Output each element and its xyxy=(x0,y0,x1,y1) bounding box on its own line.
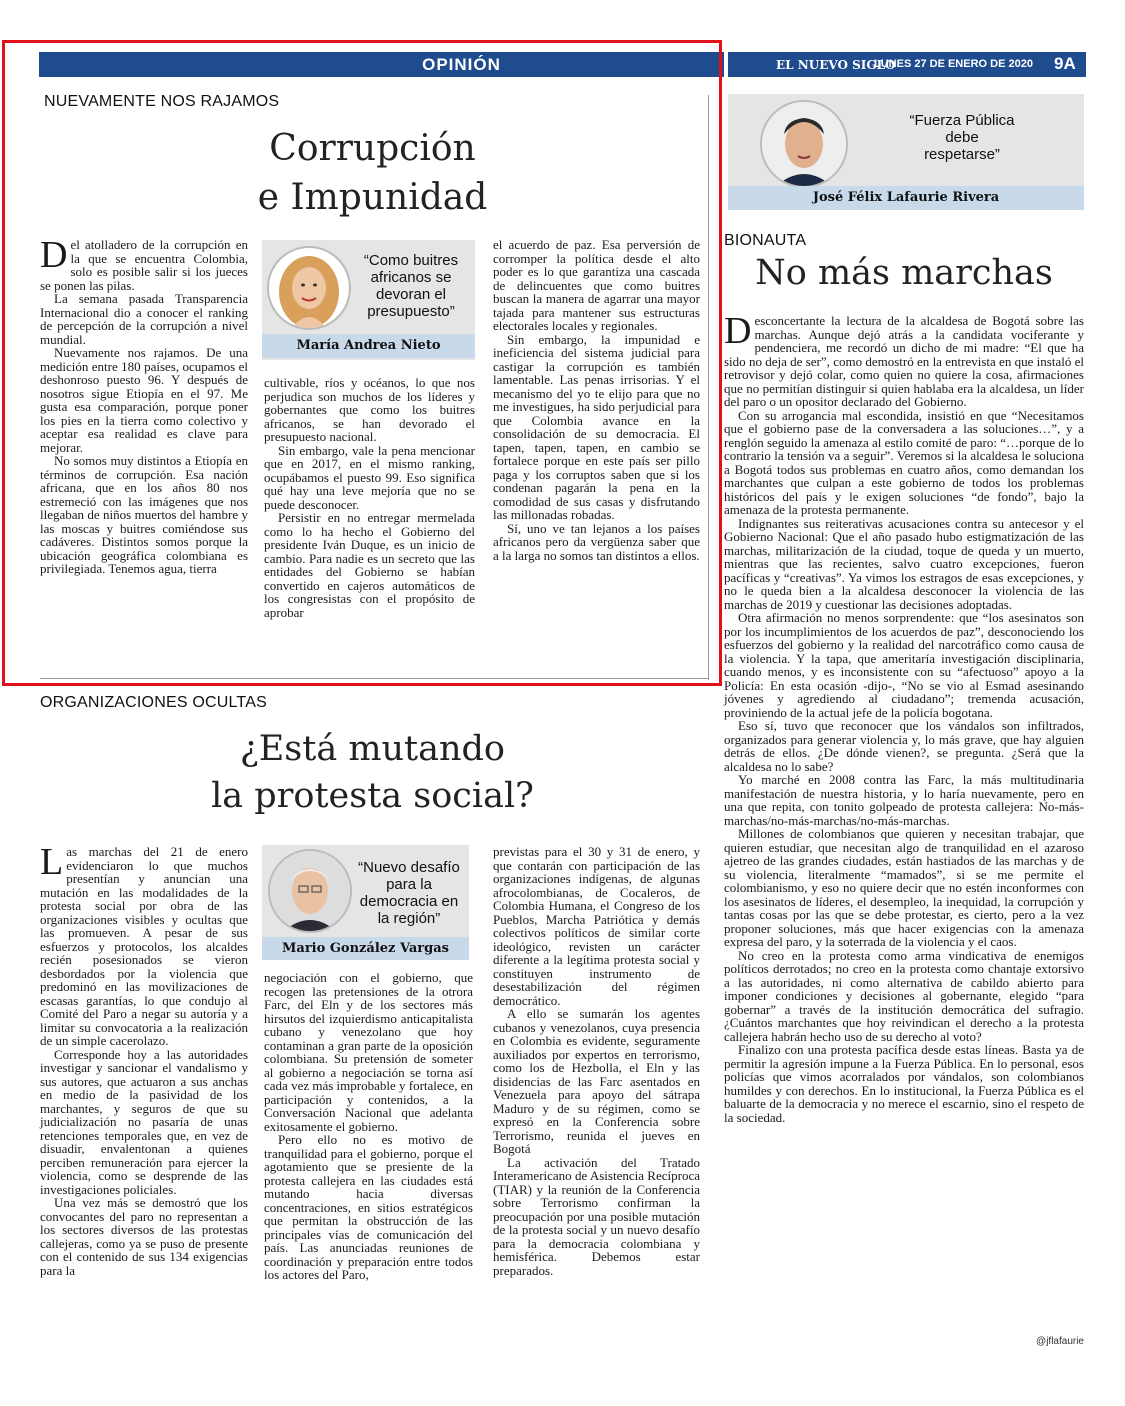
article1-paragraph: el atolladero de la corrupción en la que se encuentra Colombia, solo es posible salir si los jueces se ponen las pilas. xyxy=(40,237,248,293)
article1-paragraph: el acuerdo de paz. Esa perversión de corromper la política desde el alto poder es lo que garantiza una cascada de delincuentes que como buitres buscan la manera de agarrar una mayor tajada para mantener sus estructuras electorales locales y regionales. xyxy=(493,237,700,333)
article1-paragraph: No somos muy distintos a Etiopía en términos de corrupción. Esa nación africana, que en los años 80 nos estremeció con las imágenes que nos llegaban de niños muertos del hambre y las moscas y buitres comiéndose sus cadáveres. Distintos somos porque la ubicación geográfica colombiana es privilegiada. Tenemos agua, tierra xyxy=(40,453,248,576)
article-separator xyxy=(40,678,708,679)
article1-paragraph: Persistir en no entregar mermelada como lo ha hecho el Gobierno del presidente Iván Duque, es un inicio de cambio. Para nadie es un secreto que las entidades del Gobierno se habían convertido en cajeros automáticos de los congresistas con el propósito de aprobar xyxy=(264,510,475,620)
article3-paragraph: Millones de colombianos que quieren y necesitan trabajar, que quieren estudiar, que necesitan algo de tranquilidad en el azaroso ajetreo de las grandes ciudades, están hastiados de las marchas y de su violencia, literalmente “mamados”, si se me permite el colombianismo, y eso no quiere decir que no estén inconformes con los asesinatos de líderes, el desempleo, la inequidad, la corrupción y tantas cosas por las que se debe protestar, es cierto, pero a la vez proponer soluciones, más que hacer exigencias con la amenaza expresa del paro, y la soterrada de la violencia y el caos. xyxy=(724,826,1084,949)
author-social-handle: @jflafaurie xyxy=(1036,1336,1084,1347)
author-photo xyxy=(760,100,848,188)
article3-author-box xyxy=(728,94,1084,210)
article1-kicker: NUEVAMENTE NOS RAJAMOS xyxy=(44,93,280,110)
article3-paragraph: Con su arrogancia mal escondida, insistió en que “Necesitamos que el gobierno pase de la conversadera a las soluciones…”, y a renglón seguido la amenaza al estilo comité de paro: “…porque de lo contrario la tensión va a seguir”. Veremos si la alcaldesa le soluciona a Bogotá todos sus problemas en cuatro años, como demandan los marchantes que culpan a este gobierno de todos los problemas históricos del país y le exigen soluciones “de fondo”, bajo la amenaza de la protesta permanente. xyxy=(724,407,1084,517)
article1-paragraph: Sin embargo, la impunidad e ineficiencia del sistema judicial para castigar la corrupción es también lamentable. Las penas irrisorias. Y el mecanismo del yo te elijo para que no me investigues, ha sido perjudicial para que Colombia avance en la consolidación de su democracia. El tapen, tapen, tapen, en cambio se fortalece porque en este país ser pillo paga y los corruptos saben que si los condenan pagarán la pena en la comodidad de sus casas y disfrutando las millonadas robadas. xyxy=(493,331,700,522)
article1-divider xyxy=(708,95,709,680)
page-number: 9A xyxy=(1054,54,1076,73)
article1-author-box xyxy=(262,240,475,360)
article2-title-line1: ¿Está mutando xyxy=(239,729,505,769)
article3-paragraph: No creo en la protesta como arma vindicativa de enemigos políticos derrotados; no creo en la protesta como chantaje extorsivo a las autoridades, ni como alternativa de cabildo abierto para imponer condiciones y decisiones al gobernante, elegido “para gobernar” a través de la institución democrática del sufragio. ¿Cuántos marchantes que hoy reivindican el derecho a la protesta callejera habrán hecho uso de su derecho al voto? xyxy=(724,947,1084,1044)
article1-paragraph: Sin embargo, vale la pena mencionar que en 2017, en el mismo ranking, ocupábamos el puesto 99. Eso significa qué hay una leve mejoría que no se puede desconocer. xyxy=(264,442,475,512)
masthead-bar xyxy=(728,52,1086,77)
article1-column-3 xyxy=(493,238,700,668)
article2-paragraph: Una vez más se demostró que los convocantes del paro no representan a los sectores diversos de las protestas callejeras, como ya se puso de presente con el contenido de sus 134 exigencias para la xyxy=(40,1195,248,1278)
article2-column-1 xyxy=(40,841,248,1355)
issue-date: LUNES 27 DE ENERO DE 2020 xyxy=(874,58,1033,70)
article1-column-2 xyxy=(264,376,475,666)
article1-title xyxy=(40,125,705,222)
article2-paragraph: negociación con el gobierno, que recogen las pretensiones de la otrora Farc, del Eln y de los sectores más hirsutos del izquierdismo anticapitalista cubano y venezolano que hoy contaminan a gran parte de la oposición colombiana. Su pretensión de someter al gobierno a negociación se torna así cada vez más improbable y fortalece, en participación y contenidos, a la Conversación Nacional que adelanta exitosamente el gobierno. xyxy=(264,970,473,1134)
section-label: OPINIÓN xyxy=(422,55,501,74)
article1-paragraph: Sí, uno ve tan lejanos a los países africanos pero da vergüenza saber que a la larga no somos tan distintos a ellos. xyxy=(493,520,700,563)
article2-paragraph: Pero ello no es motivo de tranquilidad para el gobierno, porque el agotamiento que se presiente de la protesta callejera en las ciudades está mutando hacia diversas concentraciones, en sitios estratégicos que permitan la obstrucción de las principales vías de comunicación del país. Las anunciadas reuniones de coordinación y preparación entre todos los actores del Paro, xyxy=(264,1132,473,1282)
article2-dropcap: L xyxy=(40,841,64,883)
article3-paragraph: Yo marché en 2008 contra las Farc, la más multitudinaria manifestación de nuestra historia, y lo haría nuevamente, pero en una que repita, con tonito golpeado de protesta callejera: No-más-marchas/no-más-marchas/no-más-marchas. xyxy=(724,772,1084,828)
article3-kicker: BIONAUTA xyxy=(724,232,807,249)
author-photo xyxy=(267,246,351,330)
article1-author-name: María Andrea Nieto xyxy=(262,334,475,358)
paper-name: EL NUEVO SIGLO xyxy=(776,58,896,72)
article2-author-name: Mario González Vargas xyxy=(262,937,469,960)
article3-paragraph: Finalizo con una protesta pacífica desde estas líneas. Basta ya de permitir la agresión impune a la Fuerza Pública. En lo personal, esos policías que vimos acorralados por vándalos, son colombianos humildes y con derechos. En lo institucional, la Fuerza Pública es el baluarte de la democracia y no merece el escarnio, sino el respeto de la sociedad. xyxy=(724,1042,1084,1125)
article3-pull-quote: “Fuerza Pública debe respetarse” xyxy=(909,112,1015,163)
author-photo xyxy=(268,849,352,933)
article2-paragraph: Corresponde hoy a las autoridades investigar y sancionar el vandalismo y sus autores, que actuaron a sus anchas en medio de la pasividad de los marchantes, y seguros de que su judicialización no pasaría de unas retenciones temporales que, en vez de disuadir, envalentonan a quienes perciben remuneración para ejercer la violencia, como se desprende de las investigaciones policiales. xyxy=(40,1046,248,1197)
article2-paragraph: as marchas del 21 de enero evidenciaron lo que muchos presentían y anuncian una mutación en las modalidades de la protesta social por obra de las organizaciones visibles y ocultas que las promueven. A pesar de sus esfuerzos y protocolos, los alcaldes recién posesionados se vieron desbordados por la violencia que predominó en las movilizaciones de escasas garantías, lo que condujo al Comité del Paro a negar su autoría y a limitar su convocatoria a la realización de un simple cacerolazo. xyxy=(40,844,248,1048)
article1-column-1 xyxy=(40,234,248,668)
article1-pull-quote: “Como buitres africanos se devoran el presupuesto” xyxy=(363,252,459,320)
article2-paragraph: previstas para el 30 y 31 de enero, y que contarán con participación de las organizaciones indígenas, de algunas afrocolombianas, de Cocaleros, de Colombia Humana, el Congreso de los Pueblos, Marcha Patriótica y demás colectivos políticos de similar corte ideológico, revisten un carácter diferente a la legítima protesta social y constituyen instrumento de desestabilización del régimen democrático. xyxy=(493,844,700,1008)
article2-title xyxy=(40,726,705,821)
article3-dropcap: D xyxy=(724,310,752,352)
article2-title-line2: la protesta social? xyxy=(211,776,534,817)
article3-paragraph: esconcertante la lectura de la alcaldesa de Bogotá sobre las marchas. Aunque dejó atrás a la candidata vociferante y pendenciera, me recordó un dicho de mi madre: “El que ha sido no deja de ser”, como demostró en la entrevista en que instaló el retrovisor y dejó colar, como quien no quiere la cosa, afirmaciones que no permitían distinguir si quien hablaba era la alcaldesa, un líder del paro o un opositor declarado del Gobierno. xyxy=(724,313,1084,409)
article1-paragraph: cultivable, ríos y océanos, lo que nos perjudica son muchos de los líderes y gobernantes que como los buitres africanos, se han devorado el presupuesto nacional. xyxy=(264,375,475,444)
article2-paragraph: A ello se sumarán los agentes cubanos y venezolanos, cuya presencia en Colombia es evidente, seguramente auxiliados por expertos en terrorismo, como los de Hezbolla, el Eln y las disidencias de las Farc asentados en Venezuela para apoyo del sátrapa Maduro y de su régimen, como se expresó en la Conferencia sobre Terrorismo, reunida el jueves en Bogotá xyxy=(493,1006,700,1156)
article3-author-name: José Félix Lafaurie Rivera xyxy=(728,186,1084,210)
article1-paragraph: Nuevamente nos rajamos. De una medición entre 180 países, ocupamos el deshonroso puesto 96. Y después de nosotros sigue Etiopía en el 97. Me gusta esa comparación, porque poner los pies en la tierra como colectivo y aceptar esa realidad es clave para mejorar. xyxy=(40,345,248,455)
article3-paragraph: Indignantes sus reiterativas acusaciones contra su antecesor y el Gobierno Nacional: Que el año pasado hubo estigmatización de las marchas, militarización de la ciudad, toque de queda y un muerto, mientras que las recientes, salvo cuatro excepciones, fueron pacíficas y “creativas”. Ya vimos los estragos de esas excepciones, y no le queda bien a la alcaldesa desconocer la violencia de las marchas de 2019 y cuestionar las decisiones adoptadas. xyxy=(724,515,1084,612)
article3-title: No más marchas xyxy=(755,253,1053,293)
article2-kicker: ORGANIZACIONES OCULTAS xyxy=(40,694,267,711)
article1-title-line1: Corrupción xyxy=(269,128,476,169)
article3-paragraph: Otra afirmación no menos sorprendente: que “los asesinatos son por los incumplimientos de los acuerdos de paz”, desconociendo los esfuerzos del gobierno y la realidad del narcotráfico como causa de la violencia. Y la tapa, que ameritaría investigación disciplinaria, cuando menos, y es inconsistente con su “afectuoso” apoyo a la Policía: En esta ocasión -dijo-, “No se vio al Esmad asesinando jóvenes y agrediendo al ciudadano”; tremenda acusación, proviniendo de la actual jefe de la policía bogotana. xyxy=(724,610,1084,720)
article2-column-2 xyxy=(264,971,473,1356)
article3-body xyxy=(724,310,1084,1334)
article3-paragraph: Eso sí, tuvo que reconocer que los vándalos son infiltrados, organizados para generar violencia y, lo más grave, que hay alguien detrás de ellos. ¿De dónde vienen?, se pregunta. ¿Será que la alcaldesa no lo sabe? xyxy=(724,718,1084,774)
article1-paragraph: La semana pasada Transparencia Internacional dio a conocer el ranking de percepción de la corrupción a nivel mundial. xyxy=(40,291,248,347)
article1-dropcap: D xyxy=(40,234,68,276)
article2-column-3 xyxy=(493,845,700,1355)
article2-pull-quote: “Nuevo desafío para la democracia en la región” xyxy=(358,859,460,927)
article1-title-line2: e Impunidad xyxy=(257,176,488,218)
article2-paragraph: La activación del Tratado Interamericano de Asistencia Recíproca (TIAR) y la reunión de la Conferencia sobre Terrorismo confirman la preocupación por una posible mutación de la protesta social y un nuevo desafío para la democracia colombiana y hemisférica. Debemos estar preparados. xyxy=(493,1154,700,1278)
article2-author-box xyxy=(262,845,469,960)
